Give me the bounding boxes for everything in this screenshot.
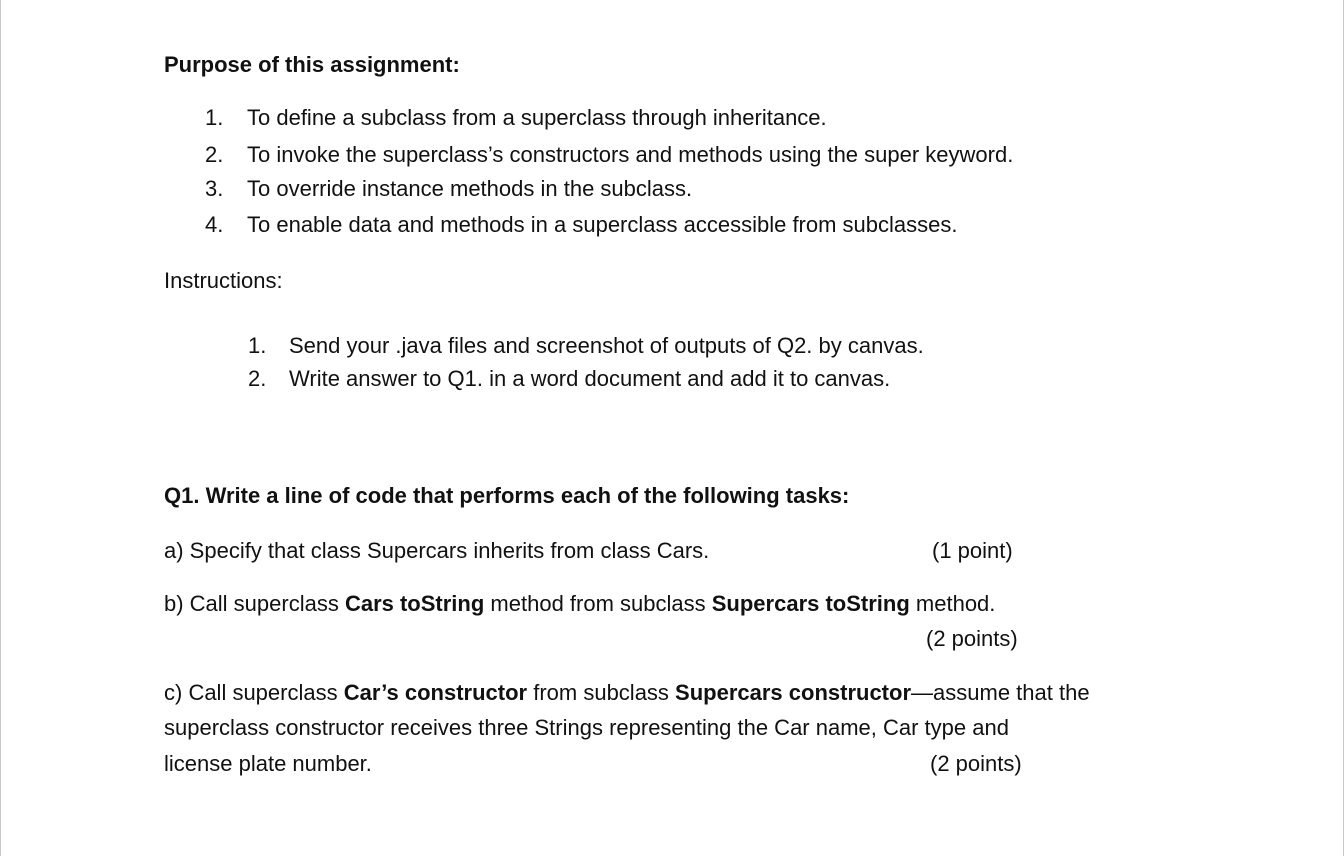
instruction-item-1 — [248, 333, 924, 359]
q1-b-post: method. — [909, 591, 996, 616]
q1-b-bold2: Supercars toString — [711, 591, 910, 616]
purpose-item-3 — [205, 176, 692, 202]
list-number: 3. — [205, 176, 224, 201]
q1-b-points: (2 points) — [926, 626, 1018, 651]
q1-b-mid: method from subclass — [484, 591, 712, 616]
q1-c-line2: superclass constructor receives three Strings representing the Car name, Car type and — [164, 715, 1009, 740]
q1-c-post: —assume that the — [911, 680, 1090, 705]
instruction-item-2 — [248, 366, 890, 392]
list-text: To define a subclass from a superclass through inheritance. — [247, 105, 827, 130]
list-text: Write answer to Q1. in a word document and add it to canvas. — [289, 366, 891, 391]
list-text: To enable data and methods in a superclass accessible from subclasses. — [247, 212, 958, 237]
q1-c-points: (2 points) — [930, 751, 1022, 776]
purpose-item-4 — [205, 212, 958, 238]
q1-b-text — [164, 591, 995, 617]
q1-c-bold1: Car’s constructor — [343, 680, 528, 705]
purpose-item-2 — [205, 142, 1013, 168]
list-text: To invoke the superclass’s constructors and methods using the super keyword. — [247, 142, 1014, 167]
q1-c-bold2: Supercars constructor — [675, 680, 912, 705]
q1-a-points: (1 point) — [932, 538, 1013, 563]
q1-c-line1 — [164, 680, 1090, 706]
q1-c-line3: license plate number. — [164, 751, 372, 776]
q1-c-pre: c) Call superclass — [164, 680, 344, 705]
list-text: Send your .java files and screenshot of outputs of Q2. by canvas. — [289, 333, 924, 358]
list-number: 1. — [205, 105, 224, 130]
list-number: 2. — [205, 142, 224, 167]
list-text: To override instance methods in the subclass. — [247, 176, 693, 201]
q1-b-bold1: Cars toString — [344, 591, 485, 616]
q1-heading: Q1. Write a line of code that performs each of the following tasks: — [164, 483, 850, 508]
list-number: 4. — [205, 212, 224, 237]
q1-b-pre: b) Call superclass — [164, 591, 345, 616]
list-number: 1. — [248, 333, 267, 358]
q1-a-text: a) Specify that class Supercars inherits from class Cars. — [164, 538, 710, 563]
instructions-heading: Instructions: — [164, 268, 283, 293]
purpose-item-1 — [205, 105, 827, 131]
list-number: 2. — [248, 366, 267, 391]
q1-c-mid: from subclass — [527, 680, 676, 705]
purpose-heading: Purpose of this assignment: — [164, 52, 460, 77]
